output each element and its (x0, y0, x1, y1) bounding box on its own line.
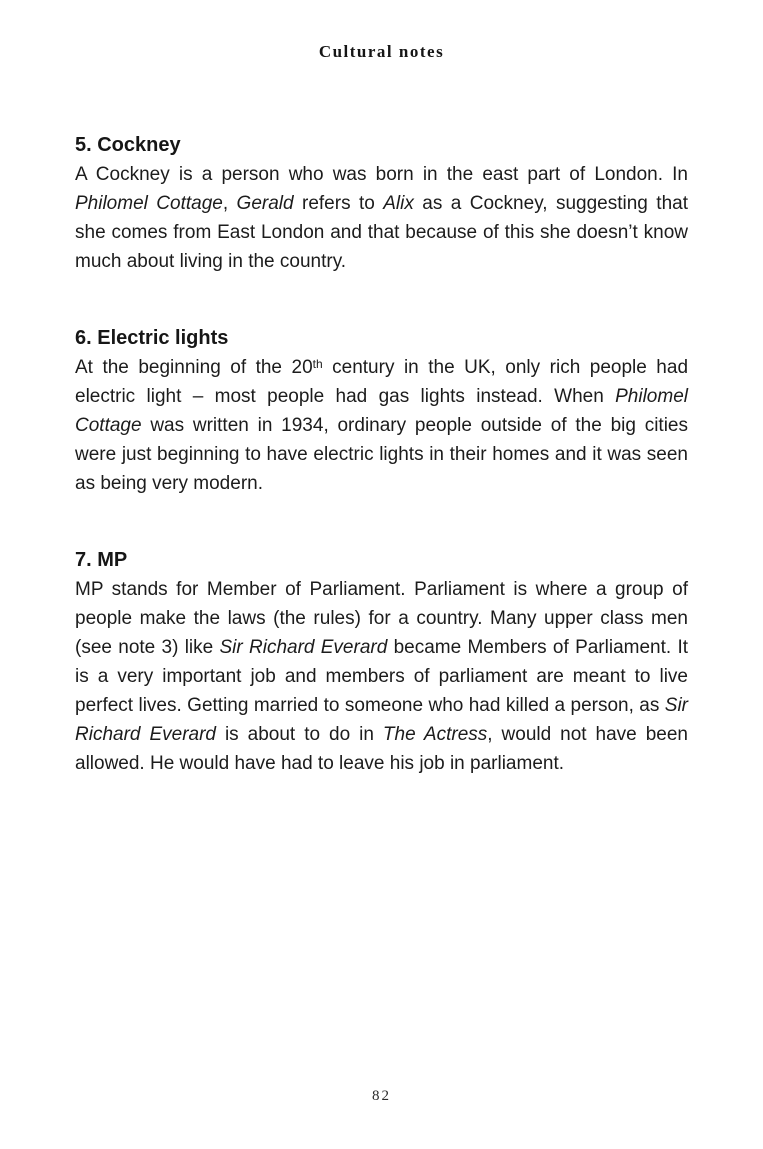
page-number: 82 (372, 1088, 391, 1104)
section-mp (75, 546, 688, 778)
section-heading: 5. Cockney (75, 134, 181, 156)
running-header: Cultural notes (318, 42, 445, 61)
page-content (75, 131, 688, 778)
section-heading: 7. MP (75, 549, 128, 571)
section-paragraph: MP stands for Member of Parliament. Parliament is where a group of people make the laws (the rules) for a country. Many upper class men (see note 3) like Sir Richard Everard became Members of Parliament. It is a very important job and members of parliament are meant to live perfect lives. Getting married to someone who had killed a person, as Sir Richard Everard is about to do in The Actress, would not have been allowed. He would have had to leave his job in parliament. (75, 579, 689, 774)
section-paragraph: At the beginning of the 20th century in the UK, only rich people had electric light – most people had gas lights instead. When Philomel Cottage was written in 1934, ordinary people outside of the big cities were just beginning to have electric lights in their homes and it was seen as being very modern. (75, 356, 689, 494)
section-cockney (75, 131, 688, 276)
section-paragraph: A Cockney is a person who was born in the east part of London. In Philomel Cottage, Gerald refers to Alix as a Cockney, suggesting that she comes from East London and that because of this she doesn’t know much about living in the country. (75, 164, 688, 272)
section-electric-lights (75, 324, 688, 498)
section-heading: 6. Electric lights (75, 327, 229, 349)
